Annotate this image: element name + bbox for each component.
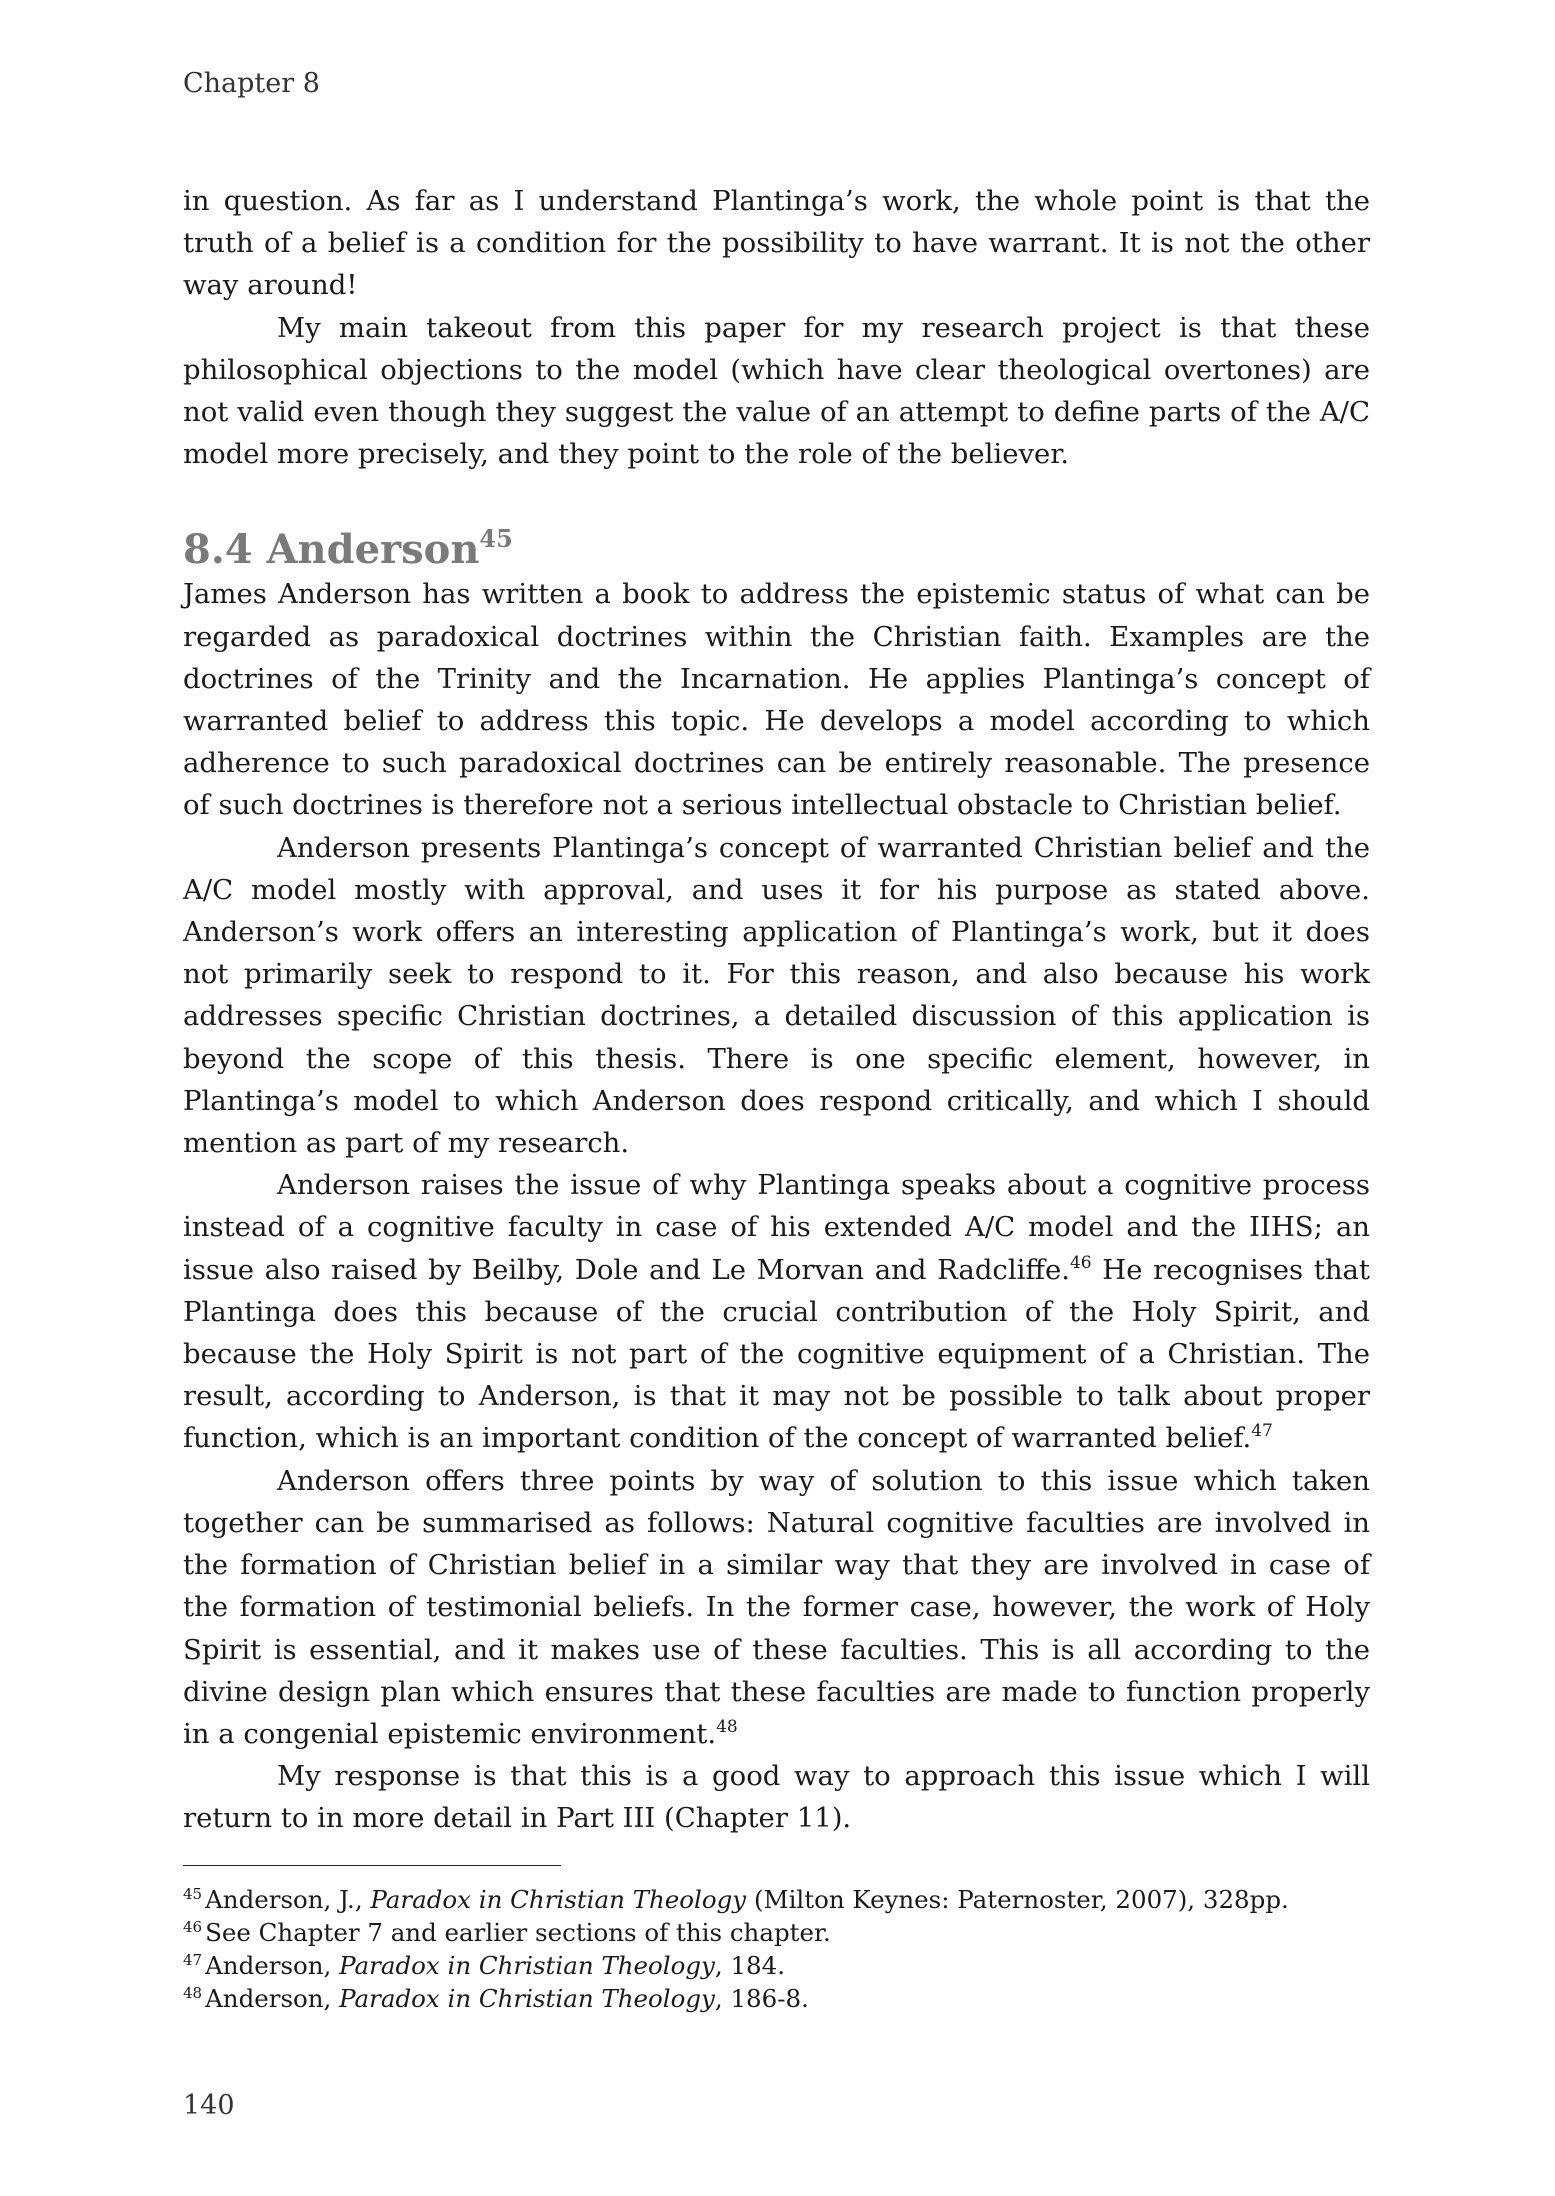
paragraph <box>183 1164 1370 1459</box>
footnote-number: 46 <box>183 1918 203 1936</box>
section-heading <box>183 524 1370 574</box>
paragraph: in question. As far as I understand Plantinga’s work, the whole point is that the truth of a belief is a condition for the possibility to have warrant. It is not the other way around! <box>183 185 1370 302</box>
paragraph: My main takeout from this paper for my research project is that these philosophical objections to the model (which have clear theological overtones) are not valid even though they suggest the value of an attempt to define parts of the A/C model more precisely, and they point to the role of the believer. <box>183 311 1370 471</box>
footnote-number: 48 <box>183 1984 203 2002</box>
footnote <box>183 1982 1370 2015</box>
footnote-number: 45 <box>183 1885 203 1903</box>
footnote-number: 47 <box>183 1951 203 1969</box>
page-number: 140 <box>183 2090 235 2121</box>
footnote-text: See Chapter 7 and earlier sections of this chapter. <box>205 1918 831 1947</box>
footnote-ref: 46 <box>1069 1252 1092 1273</box>
paragraph: Anderson presents Plantinga’s concept of warranted Christian belief and the A/C model mostly with approval, and uses it for his purpose as stated above. Anderson’s work offers an interesting application of Plantinga’s work, but it does not primarily seek to respond to it. For this reason, and also because his work addresses specific Christian doctrines, a detailed discussion of this application is beyond the scope of this thesis. There is one specific element, however, in Plantinga’s model to which Anderson does respond critically, and which I should mention as part of my research. <box>183 831 1370 1160</box>
footnote-text: Anderson, <box>205 1984 340 2013</box>
paragraph: James Anderson has written a book to address the epistemic status of what can be regarded as paradoxical doctrines within the Christian faith. Examples are the doctrines of the Trinity and the Incarnation. He applies Plantinga’s concept of warranted belief to address this topic. He develops a model according to which adherence to such paradoxical doctrines can be entirely reasonable. The presence of such doctrines is therefore not a serious intellectual obstacle to Christian belief. <box>183 578 1370 822</box>
footnote <box>183 1883 1370 1916</box>
footnote <box>183 1949 1370 1982</box>
paragraph-text: Anderson offers three points by way of solution to this issue which taken together can be summarised as follows: Natural cognitive faculties are involved in the formation of Christian belief in a similar way that they are involved in case of the formation of testimonial beliefs. In the former case, however, the work of Holy Spirit is essential, and it makes use of these faculties. This is all according to the divine design plan which ensures that these faculties are made to function properly in a congenial epistemic environment. <box>183 1464 1370 1750</box>
footnote-book-title: Paradox in Christian Theology <box>370 1885 747 1914</box>
footnote-text: Anderson, <box>205 1951 340 1980</box>
footnotes <box>183 1883 1370 2015</box>
paragraph <box>183 1460 1370 1755</box>
paragraph-text: He recognises that Plantinga does this because of the crucial contribution of the Holy Spirit, and because the Holy Spirit is not part of the cognitive equipment of a Christian. The result, according to Anderson, is that it may not be possible to talk about proper function, which is an important condition of the concept of warranted belief. <box>183 1253 1370 1455</box>
running-head: Chapter 8 <box>183 68 320 99</box>
section-title: 8.4 Anderson <box>183 526 480 574</box>
footnote-ref: 47 <box>1251 1421 1273 1442</box>
footnote-book-title: Paradox in Christian Theology <box>339 1951 715 1980</box>
body-text <box>183 180 1370 1840</box>
footnote-separator <box>183 1865 561 1866</box>
footnote-text: (Milton Keynes: Paternoster, 2007), 328pp. <box>746 1885 1289 1914</box>
footnote-ref: 48 <box>716 1716 738 1737</box>
footnote-book-title: Paradox in Christian Theology <box>339 1984 715 2013</box>
footnote <box>183 1916 1370 1949</box>
paragraph-text: Anderson raises the issue of why Plantinga speaks about a cognitive process instead of a cognitive faculty in case of his extended A/C model and the IIHS; an issue also raised by Beilby, Dole and Le Morvan and Radcliffe. <box>183 1169 1370 1286</box>
footnote-ref: 45 <box>479 524 513 554</box>
footnote-text: Anderson, J., <box>205 1885 371 1914</box>
footnote-text: , 186-8. <box>714 1984 809 2013</box>
footnote-text: , 184. <box>714 1951 786 1980</box>
paragraph: My response is that this is a good way to approach this issue which I will return to in more detail in Part III (Chapter 11). <box>183 1760 1370 1835</box>
